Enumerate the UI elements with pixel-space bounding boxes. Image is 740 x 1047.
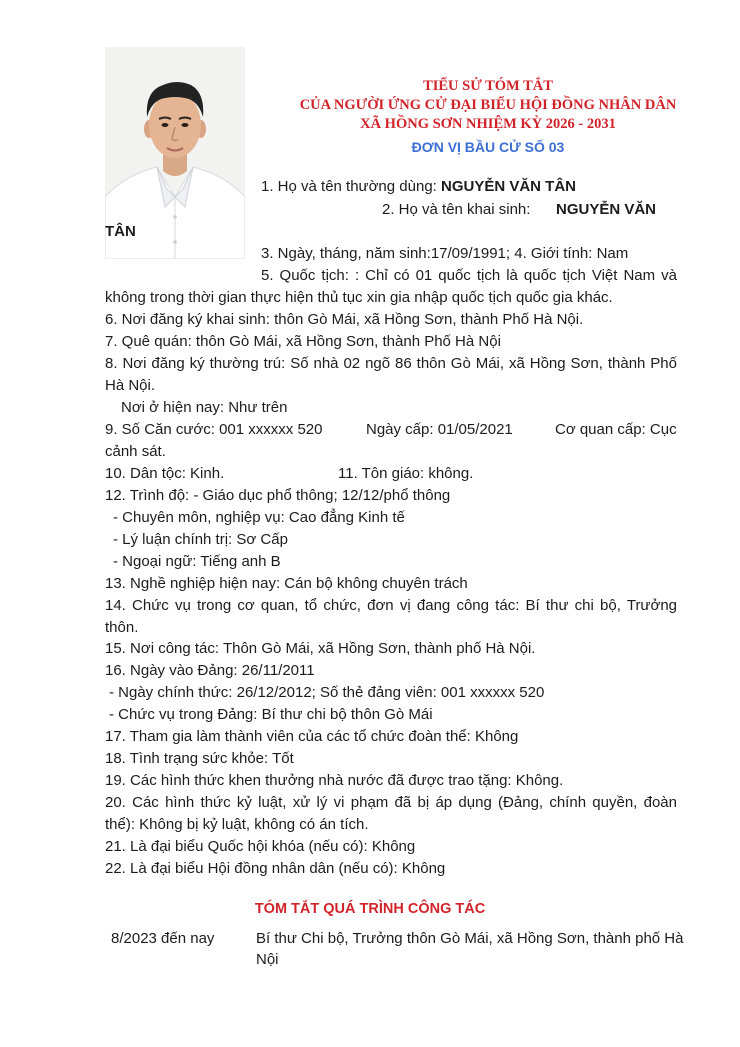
common-name-value: NGUYỄN VĂN TÂN (441, 178, 577, 195)
field-permanent-residence-cont: Hà Nội. (105, 377, 156, 394)
field-health: 18. Tình trạng sức khỏe: Tốt (105, 750, 294, 767)
field-position: 14. Chức vụ trong cơ quan, tổ chức, đơn vị đang công tác: Bí thư chi bộ, Trưởng (105, 597, 677, 614)
field-position-cont: thôn. (105, 619, 139, 636)
field-occupation: 13. Nghề nghiệp hiện nay: Cán bộ không chuyên trách (105, 575, 468, 592)
field-discipline-cont: thể): Không bị kỷ luật, không có án tích. (105, 816, 369, 833)
field-party-position: - Chức vụ trong Đảng: Bí thư chi bộ thôn Gò Mái (109, 706, 433, 723)
field-party-official-date: - Ngày chính thức: 26/12/2012; Số thẻ đảng viên: 001 xxxxxx 520 (109, 684, 545, 701)
field-id-number: 9. Số Căn cước: 001 xxxxxx 520 (105, 421, 323, 438)
doc-title-line2: CỦA NGƯỜI ỨNG CỬ ĐẠI BIỂU HỘI ĐỒNG NHÂN DÂN (299, 97, 677, 113)
field-awards: 19. Các hình thức khen thưởng nhà nước đã được trao tặng: Không. (105, 772, 564, 789)
field-peoples-council: 22. Là đại biểu Hội đồng nhân dân (nếu có): Không (105, 860, 446, 877)
field-ethnicity: 10. Dân tộc: Kinh. (105, 465, 225, 482)
field-nationality-cont: không trong thời gian thực hiện thủ tục xin gia nhập quốc tịch quốc gia khác. (105, 289, 613, 306)
field-education: 12. Trình độ: - Giáo dục phổ thông; 12/12/phổ thông (105, 487, 451, 504)
birth-name-value-cont: TÂN (105, 223, 136, 240)
field-dob-gender: 3. Ngày, tháng, năm sinh:17/09/1991; 4. Giới tính: Nam (261, 245, 629, 262)
electoral-unit: ĐƠN VỊ BẦU CỬ SỐ 03 (411, 139, 565, 155)
field-label: 1. Họ và tên thường dùng: (261, 178, 441, 195)
field-foreign-language: - Ngoại ngữ: Tiếng anh B (113, 553, 281, 570)
field-organizations: 17. Tham gia làm thành viên của các tổ chức đoàn thể: Không (105, 728, 519, 745)
field-birth-name (382, 200, 530, 220)
field-political-theory: - Lý luận chính trị: Sơ Cấp (113, 531, 288, 548)
field-permanent-residence: 8. Nơi đăng ký thường trú: Số nhà 02 ngõ 86 thôn Gò Mái, xã Hồng Sơn, thành Phố (105, 355, 677, 372)
doc-title: TIỂU SỬ TÓM TẮT (423, 78, 553, 94)
field-profession-qualification: - Chuyên môn, nghiệp vụ: Cao đẳng Kinh tế (113, 509, 405, 526)
field-hometown: 7. Quê quán: thôn Gò Mái, xã Hồng Sơn, thành Phố Hà Nội (105, 333, 501, 350)
field-common-name (261, 177, 576, 197)
field-id-issuer: Cơ quan cấp: Cục (555, 421, 677, 438)
field-label: 2. Họ và tên khai sinh: (382, 201, 531, 218)
birth-name-value: NGUYỄN VĂN (556, 201, 657, 218)
field-religion: 11. Tôn giáo: không. (338, 465, 474, 482)
field-national-assembly: 21. Là đại biểu Quốc hội khóa (nếu có): Không (105, 838, 416, 855)
field-id-issue-date: Ngày cấp: 01/05/2021 (366, 421, 513, 438)
field-birth-registration: 6. Nơi đăng ký khai sinh: thôn Gò Mái, xã Hồng Sơn, thành Phố Hà Nội. (105, 311, 584, 328)
field-party-join-date: 16. Ngày vào Đảng: 26/11/2011 (105, 662, 315, 679)
field-nationality: 5. Quốc tịch: : Chỉ có 01 quốc tịch là quốc tịch Việt Nam và (261, 267, 677, 284)
field-discipline: 20. Các hình thức kỷ luật, xử lý vi phạm đã bị áp dụng (Đảng, chính quyền, đoàn (105, 794, 677, 811)
field-id-issuer-cont: cảnh sát. (105, 443, 166, 460)
work-description-cont: Nội (256, 951, 279, 968)
work-history-title: TÓM TẮT QUÁ TRÌNH CÔNG TÁC (254, 901, 486, 917)
doc-title-line3: XÃ HỒNG SƠN NHIỆM KỲ 2026 - 2031 (360, 116, 616, 132)
field-current-residence: Nơi ở hiện nay: Như trên (121, 399, 288, 416)
work-description: Bí thư Chi bộ, Trưởng thôn Gò Mái, xã Hồng Sơn, thành phố Hà (256, 930, 684, 947)
field-workplace: 15. Nơi công tác: Thôn Gò Mái, xã Hồng Sơn, thành phố Hà Nội. (105, 640, 536, 657)
work-period: 8/2023 đến nay (111, 930, 215, 947)
